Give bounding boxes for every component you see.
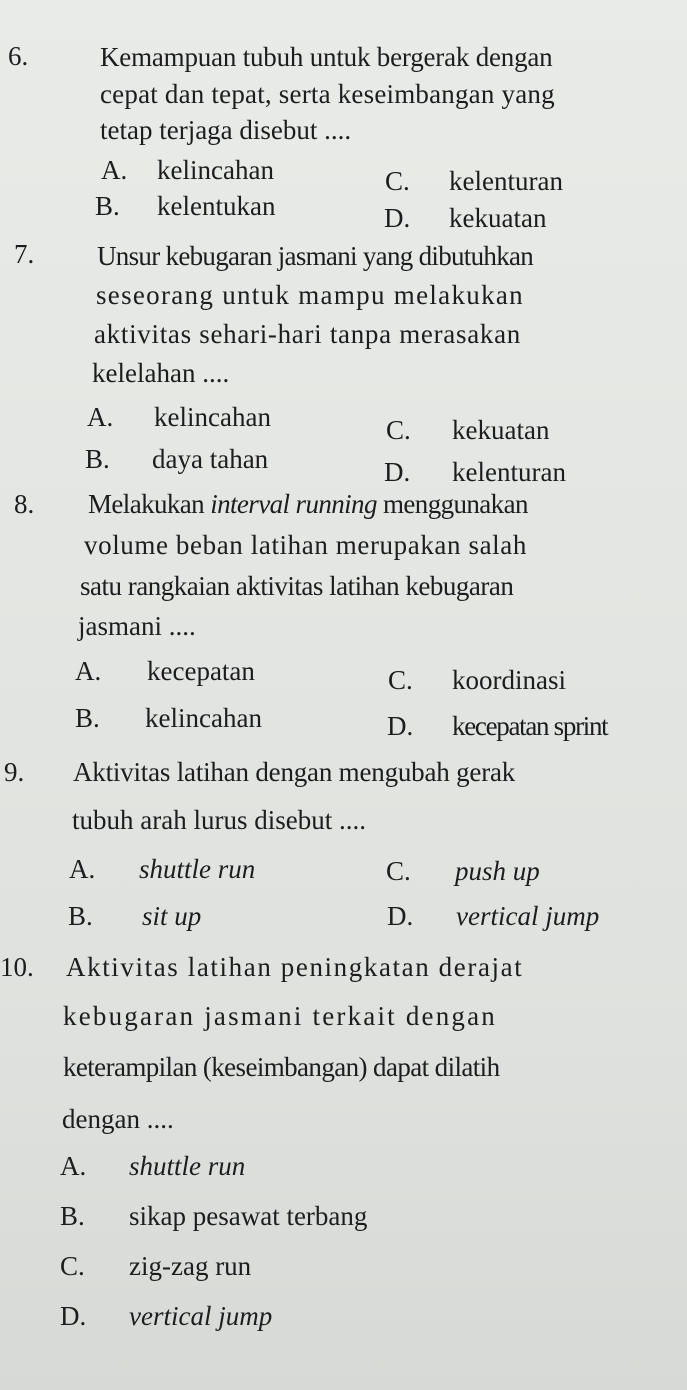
question-6-line-3: tetap terjaga disebut .... — [100, 115, 352, 145]
q6-option-c-text[interactable]: kelenturan — [449, 166, 563, 196]
q6-option-b-letter[interactable]: B. — [95, 191, 120, 221]
q7-option-b-letter[interactable]: B. — [85, 444, 110, 474]
q10-option-c-text[interactable]: zig-zag run — [129, 1251, 252, 1281]
q6-option-d-text[interactable]: kekuatan — [449, 203, 547, 233]
q9-option-c-letter[interactable]: C. — [386, 856, 411, 886]
question-8-line-3: satu rangkaian aktivitas latihan kebugaran — [80, 571, 514, 601]
q6-option-b-text[interactable]: kelentukan — [157, 191, 276, 221]
q7-option-a-letter[interactable]: A. — [87, 402, 114, 432]
question-9-line-1: Aktivitas latihan dengan mengubah gerak — [73, 757, 516, 787]
question-10-line-4: dengan .... — [62, 1104, 174, 1134]
question-6-line-1: Kemampuan tubuh untuk bergerak dengan — [100, 42, 553, 72]
question-10-line-2: kebugaran jasmani terkait dengan — [63, 1001, 498, 1031]
interval-running-term: interval running — [210, 489, 377, 519]
q8-option-b-letter[interactable]: B. — [75, 703, 100, 733]
q9-option-a-letter[interactable]: A. — [69, 854, 96, 884]
q8-option-d-letter[interactable]: D. — [387, 711, 414, 741]
question-10-line-3: keterampilan (keseimbangan) dapat dilatih — [63, 1052, 500, 1082]
q8-option-c-letter[interactable]: C. — [388, 665, 413, 695]
q9-option-d-text[interactable]: vertical jump — [456, 901, 600, 931]
question-6-line-2: cepat dan tepat, serta keseimbangan yang — [100, 79, 555, 109]
question-7-line-2: seseorang untuk mampu melakukan — [96, 280, 524, 310]
question-8-line-1: Melakukan interval running menggunakan — [88, 489, 528, 519]
question-7-line-3: aktivitas sehari-hari tanpa merasakan — [94, 319, 521, 349]
q6-option-a-text[interactable]: kelincahan — [157, 155, 274, 185]
q10-option-d-letter[interactable]: D. — [60, 1301, 87, 1331]
q10-option-c-letter[interactable]: C. — [60, 1251, 85, 1281]
q8-option-a-letter[interactable]: A. — [75, 656, 102, 686]
q7-option-a-text[interactable]: kelincahan — [154, 402, 271, 432]
q7-option-c-text[interactable]: kekuatan — [452, 415, 550, 445]
question-7-line-1: Unsur kebugaran jasmani yang dibutuhkan — [97, 241, 534, 271]
question-9-line-2: tubuh arah lurus disebut .... — [72, 805, 366, 835]
q7-option-d-letter[interactable]: D. — [384, 457, 411, 487]
question-7-number: 7. — [14, 239, 35, 269]
question-8-line-4: jasmani .... — [78, 611, 196, 641]
q9-option-c-text[interactable]: push up — [455, 856, 540, 886]
q10-option-a-letter[interactable]: A. — [60, 1151, 87, 1181]
q6-option-d-letter[interactable]: D. — [384, 203, 411, 233]
q6-option-c-letter[interactable]: C. — [385, 166, 410, 196]
q10-option-b-letter[interactable]: B. — [60, 1201, 85, 1231]
q9-option-b-letter[interactable]: B. — [68, 901, 93, 931]
q10-option-a-text[interactable]: shuttle run — [129, 1151, 246, 1181]
q9-option-d-letter[interactable]: D. — [387, 901, 414, 931]
question-8-line-2: volume beban latihan merupakan salah — [84, 530, 527, 560]
q6-option-a-letter[interactable]: A. — [101, 155, 128, 185]
q8-option-b-text[interactable]: kelincahan — [145, 703, 262, 733]
q8-option-d-text[interactable]: kecepatan sprint — [452, 711, 608, 741]
question-6-number: 6. — [8, 41, 29, 71]
q10-option-d-text[interactable]: vertical jump — [129, 1301, 273, 1331]
q7-option-d-text[interactable]: kelenturan — [452, 457, 566, 487]
q10-option-b-text[interactable]: sikap pesawat terbang — [129, 1201, 368, 1231]
q8-option-c-text[interactable]: koordinasi — [452, 665, 566, 695]
question-9-number: 9. — [4, 757, 25, 787]
q9-option-b-text[interactable]: sit up — [142, 901, 202, 931]
question-8-number: 8. — [14, 489, 35, 519]
question-7-line-4: kelelahan .... — [92, 358, 230, 388]
question-10-line-1: Aktivitas latihan peningkatan derajat — [66, 952, 524, 982]
q9-option-a-text[interactable]: shuttle run — [139, 854, 256, 884]
q7-option-c-letter[interactable]: C. — [386, 415, 411, 445]
question-10-number: 10. — [0, 952, 34, 982]
q7-option-b-text[interactable]: daya tahan — [152, 444, 269, 474]
q8-option-a-text[interactable]: kecepatan — [147, 656, 255, 686]
